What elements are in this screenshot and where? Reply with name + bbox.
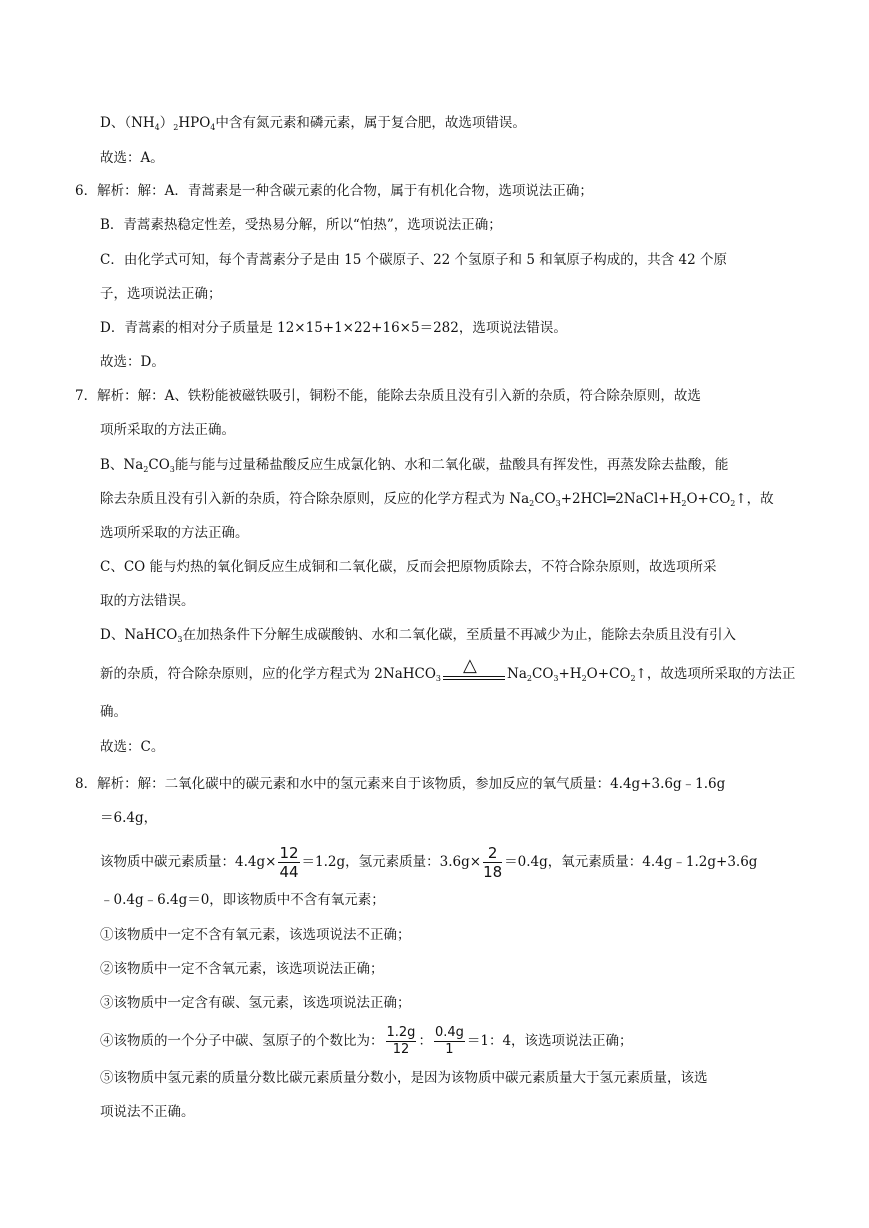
q6-line-5: D．青蒿素的相对分子质量是 12×15+1×22+16×5＝282，选项说法错误。 bbox=[100, 320, 567, 336]
q8-statement-5: ⑤该物质中氢元素的质量分数比碳元素质量分数小，是因为该物质中碳元素质量大于氢元素质量，该选 bbox=[100, 1070, 708, 1086]
q7-line-8: D、NaHCO$_3$在加热条件下分解生成碳酸钠、水和二氧化碳，至质量不再减少为止，能除去杂质且没有引入 bbox=[100, 627, 736, 644]
q7-line-6: C、CO 能与灼热的氧化铜反应生成铜和二氧化碳，反而会把原物质除去，不符合除杂原则，故选项所采 bbox=[100, 559, 717, 575]
q7-line-2: 项所采取的方法正确。 bbox=[100, 422, 235, 438]
q6-line-2: B．青蒿素热稳定性差，受热易分解，所以“怕热”，选项说法正确； bbox=[100, 217, 502, 233]
q7-answer: 故选：C。 bbox=[100, 739, 165, 755]
q8-statement-3: ③该物质中一定含有碳、氢元素，该选项说法正确； bbox=[100, 995, 411, 1011]
q7-line-10: 确。 bbox=[100, 704, 127, 720]
q8-line-2: ＝6.4g， bbox=[100, 810, 158, 826]
q8-statement-4: ④该物质的一个分子中碳、氢原子的个数比为： $\frac{1.2g}{12}$ ： $\frac{0.4g}{1}$ ＝1：4，该选项说法正确； bbox=[100, 1025, 633, 1057]
q8-line-3: 该物质中碳元素质量：4.4g× $\frac{12}{44}$ ＝1.2g，氢元素质量：3.6g× $\frac{2}{18}$ ＝0.4g，氧元素质量：4.4g﹣1.2g+3.6g bbox=[100, 844, 758, 881]
fraction-0.4g-1: $\frac{0.4g}{1}$ bbox=[434, 1025, 464, 1057]
q8-statement-1: ①该物质中一定不含有氧元素，该选项说法不正确； bbox=[100, 927, 411, 943]
fraction-12-44: $\frac{12}{44}$ bbox=[279, 844, 299, 881]
q7-line-4: 除去杂质且没有引入新的杂质，符合除杂原则，反应的化学方程式为 $Na_2CO_3+2HCl═2NaCl+H_2O+CO_2↑$，故 bbox=[100, 491, 774, 508]
q7-line-5: 选项所采取的方法正确。 bbox=[100, 525, 249, 541]
q6-line-1: 6．解析：解：A．青蒿素是一种含碳元素的化合物，属于有机化合物，选项说法正确； bbox=[75, 183, 593, 199]
q5-answer: 故选：A。 bbox=[100, 150, 164, 166]
q8-statement-2: ②该物质中一定不含氧元素，该选项说法正确； bbox=[100, 961, 384, 977]
delta-icon: △ bbox=[463, 654, 477, 676]
fraction-2-18: $\frac{2}{18}$ bbox=[483, 844, 503, 881]
q7-line-9: 新的杂质，符合除杂原则，应的化学方程式为 2NaHCO$_3$ △ $Na_2CO_3+H_2O+CO_2↑$，故选项所采取的方法正 bbox=[100, 654, 796, 683]
q6-line-4: 子，选项说法正确； bbox=[100, 286, 222, 302]
q5-line-1: D、$(NH_4)_2HPO_4$中含有氮元素和磷元素，属于复合肥，故选项错误。 bbox=[100, 115, 526, 132]
q8-line-4: ﹣0.4g﹣6.4g＝0，即该物质中不含有氧元素； bbox=[100, 892, 385, 908]
q7-line-1: 7．解析：解：A、铁粉能被磁铁吸引，铜粉不能，能除去杂质且没有引入新的杂质，符合除杂原则，故选 bbox=[75, 388, 701, 404]
q8-line-1: 8．解析：解：二氧化碳中的碳元素和水中的氢元素来自于该物质，参加反应的氧气质量：4.4g+3.6g﹣1.6g bbox=[75, 776, 726, 792]
q8-line-10: 项说法不正确。 bbox=[100, 1104, 195, 1120]
q6-line-3: C．由化学式可知，每个青蒿素分子是由 15 个碳原子、22 个氢原子和 5 和氧原子构成的，共含 42 个原 bbox=[100, 252, 727, 268]
q7-line-3: B、$Na_2CO_3$能与能与过量稀盐酸反应生成氯化钠、水和二氧化碳，盐酸具有挥发性，再蒸发除去盐酸，能 bbox=[100, 457, 729, 474]
fraction-1.2g-12: $\frac{1.2g}{12}$ bbox=[386, 1025, 416, 1057]
q6-answer: 故选：D。 bbox=[100, 354, 165, 370]
heating-condition-sign bbox=[441, 654, 507, 685]
q7-line-7: 取的方法错误。 bbox=[100, 593, 195, 609]
